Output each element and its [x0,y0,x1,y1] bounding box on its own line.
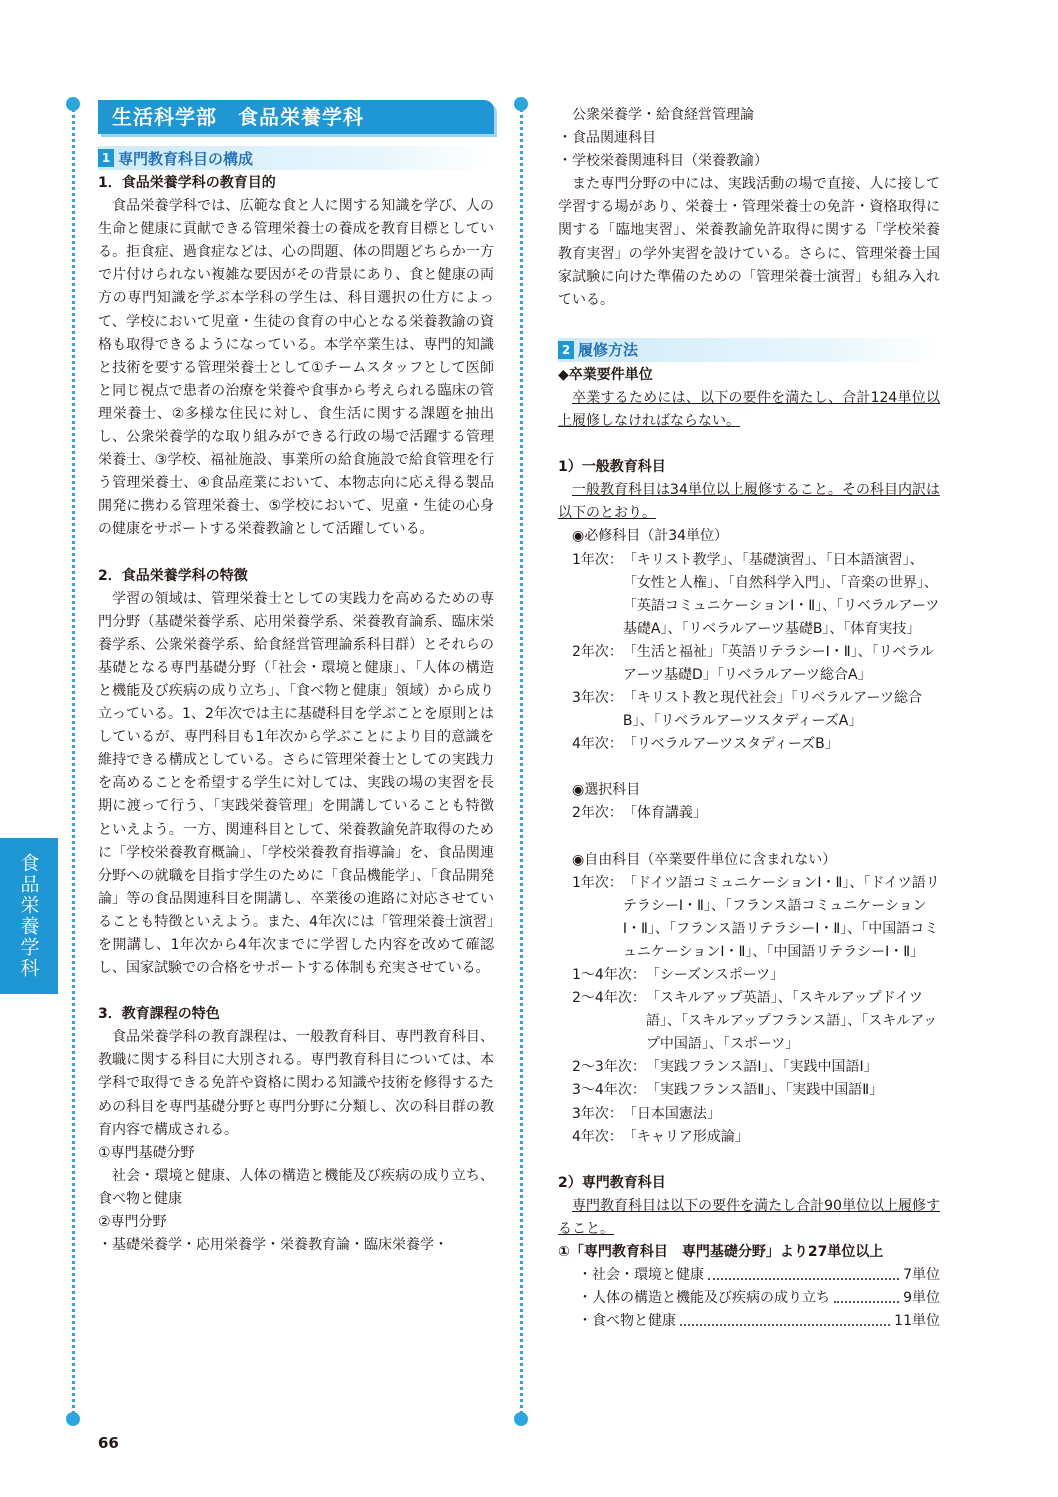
required-courses-heading: ◉必修科目（計34単位） [572,528,729,545]
unit-value: 11単位 [894,1313,940,1330]
list-continuation: 公衆栄養学・給食経営管理論 [572,107,754,123]
course-year-row [558,1103,940,1126]
course-year-label: 2年次： [572,643,623,660]
free-courses-heading: ◉自由科目（卒業要件単位に含まれない） [572,851,837,868]
unit-row [558,1310,940,1333]
list-item-special-field-text: ・基礎栄養学・応用栄養学・栄養教育論・臨床栄養学・ [98,1237,448,1254]
basic-field-requirement: ①「専門教育科目 専門基礎分野」より27単位以上 [558,1244,884,1261]
subheading-purpose: 1．食品栄養学科の教育目的 [98,175,276,191]
list-item-food-related: ・食品関連科目 [558,130,656,147]
leader-dots [834,1287,899,1303]
section-number: 2 [558,341,574,359]
general-education-text: 一般教育科目は34単位以上履修すること。その科目内訳は以下のとおり。 [558,482,940,522]
side-tab-department: 食品栄養学科 [0,838,58,994]
rail-dot [514,1412,528,1426]
course-year-row [558,872,940,964]
course-year-row [558,1126,940,1149]
general-education-heading: 1）一般教育科目 [558,459,666,476]
course-year-subjects: 「キリスト教と現代社会」「リベラルアーツ総合B」、「リベラルアーツスタディーズA」 [622,690,922,730]
list-item-special-field: ②専門分野 [98,1214,167,1231]
page-number: 66 [98,1434,119,1452]
unit-list [558,1264,940,1333]
section-heading-2 [558,338,940,362]
course-year-label: 4年次： [572,736,623,753]
course-year-subjects: 「スキルアップ英語」、「スキルアップドイツ語」、「スキルアップフランス語」、「スキルアップ中国語」、「スポーツ」 [645,990,938,1053]
elective-courses-heading: ◉選択科目 [572,782,641,799]
course-year-row [558,549,940,641]
left-column [98,100,494,1257]
course-year-subjects: 「体育講義」 [622,805,707,822]
paragraph-purpose: 食品栄養学科では、広範な食と人に関する知識を学び、人の生命と健康に貢献できる管理栄養士の養成を教育目標としている。拒食症、過食症などは、心の問題、体の問題どちらか一方で片付けられない複雑な要因がその背景にあり、食と健康の両方の専門知識を学ぶ本学科の学生は、科目選択の仕方によって、学校において児童・生徒の食育の中心となる栄養教諭の資格も取得できるようになっている。本学卒業生は、専門的知識と技術を要する管理栄養士として①チームスタッフとして医師と同じ視点で患者の治療を栄養や食事から考えられる臨床の管理栄養士、②多様な住民に対し、食生活に関する課題を抽出し、公衆栄養学的な取り組みができる行政の場で活躍する管理栄養士、③学校、福祉施設、事業所の給食施設で給食管理を行う管理栄養士、④食品産業において、本物志向に応え得る製品開発に携わる管理栄養士、⑤学校において、児童・生徒の心身の健康をサポートする栄養教諭として活躍している。 [98,198,494,538]
section-title: 専門教育科目の構成 [118,149,254,168]
course-year-subjects: 「シーズンスポーツ」 [645,967,785,983]
unit-subject: ・社会・環境と健康 [578,1267,704,1284]
section-number: 1 [98,149,114,167]
elective-courses-list [558,802,940,825]
required-courses-list [558,549,940,757]
paragraph-curriculum: 食品栄養学科の教育課程は、一般教育科目、専門教育科目、教職に関する科目に大別される。専門教育科目については、本学科で取得できる免許や資格に関わる知識や技術を修得するための科目を専門基礎分野と専門分野に分類し、次の科目群の教育内容で構成される。 [98,1029,494,1138]
specialized-education-heading: 2）専門教育科目 [558,1174,666,1191]
course-year-subjects: 「キリスト教学」、「基礎演習」、「日本語演習」、「女性と人権」、「自然科学入門」、「音楽の世界」、「英語コミュニケーションⅠ・Ⅱ」、「リベラルアーツ基礎A」、「リベラルアーツ基礎B」、「体育実技」 [622,551,940,637]
free-courses-list [558,872,940,1149]
specialized-education-text: 専門教育科目は以下の要件を満たし合計90単位以上履修すること。 [558,1197,940,1237]
course-year-subjects: 「実践フランス語Ⅰ」、「実践中国語Ⅰ」 [645,1059,878,1076]
leader-dots [708,1264,899,1280]
course-year-label: 4年次： [572,1128,623,1145]
course-year-row [558,964,940,987]
subheading-curriculum: 3．教育課程の特色 [98,1006,220,1023]
section-title: 履修方法 [578,341,639,360]
right-column [558,104,940,1333]
unit-row [558,1264,940,1287]
page-title-banner: 生活科学部 食品栄養学科 [98,100,494,134]
course-year-row [558,802,940,825]
unit-subject: ・人体の構造と機能及び疾病の成り立ち [578,1290,830,1307]
course-year-label: 3～4年次： [572,1082,646,1099]
course-year-label: 1年次： [572,874,623,891]
list-item-basic-field-text: 社会・環境と健康、人体の構造と機能及び疾病の成り立ち、食べ物と健康 [98,1167,494,1207]
course-year-label: 1～4年次： [572,967,646,983]
course-year-row [558,733,940,756]
course-year-row [558,1056,940,1079]
list-item-school-nutrition: ・学校栄養関連科目（栄養教諭） [558,153,768,170]
unit-value: 7単位 [903,1267,940,1284]
unit-row [558,1287,940,1310]
course-year-row [558,1079,940,1102]
paragraph-features: 学習の領域は、管理栄養士としての実践力を高めるための専門分野（基礎栄養学系、応用栄養学系、栄養教育論系、臨床栄養学系、公衆栄養学系、給食経営管理論系科目群）とそれらの基礎となる専門基礎分野（「社会・環境と健康」、「人体の構造と機能及び疾病の成り立ち」、「食べ物と健康」領域）から成り立っている。1、2年次では主に基礎科目を学ぶことを原則とはしているが、専門科目も1年次から学ぶことにより目的意識を維持できる構成としている。さらに管理栄養士としての実践力を高めることを希望する学生に対しては、実践の場の実習を長期に渡って行う、「実践栄養管理」を開講していることも特徴といえよう。一方、関連科目として、栄養教諭免許取得のために「学校栄養教育概論」、「学校栄養教育指導論」を、食品関連分野への就職を目指す学生のために「食品機能学」、「食品開発論」等の食品関連科目を開講し、卒業後の進路に対応させていることも特徴といえよう。また、4年次には「管理栄養士演習」を開講し、1年次から4年次までに学習した内容を改めて確認し、国家試験での合格をサポートする体制も充実させている。 [98,590,494,977]
course-year-label: 2～4年次： [572,990,646,1007]
section-heading-1 [98,146,494,170]
course-year-subjects: 「リベラルアーツスタディーズB」 [622,736,839,753]
graduation-requirement-text: 卒業するためには、以下の要件を満たし、合計124単位以上履修しなければならない。 [558,389,940,430]
rail-dot [66,97,80,111]
graduation-requirement-heading: ◆卒業要件単位 [558,366,653,383]
unit-subject: ・食べ物と健康 [578,1313,676,1330]
unit-value: 9単位 [903,1290,940,1307]
course-year-label: 3年次： [572,690,623,707]
course-year-label: 1年次： [572,551,623,568]
course-year-row [558,687,940,733]
course-year-row [558,641,940,687]
course-year-row [558,987,940,1056]
course-year-label: 2～3年次： [572,1059,646,1076]
course-year-subjects: 「生活と福祉」「英語リテラシーⅠ・Ⅱ」、「リベラルアーツ基礎D」「リベラルアーツ総合A」 [622,643,934,683]
rail-dot [66,1412,80,1426]
course-year-label: 3年次： [572,1105,623,1122]
course-year-label: 2年次： [572,805,623,822]
paragraph-practicum: また専門分野の中には、実践活動の場で直接、人に接して学習する場があり、栄養士・管理栄養士の免許・資格取得に関する「臨地実習」、栄養教諭免許取得に関する「学校栄養教育実習」の学外実習を設けている。さらに、管理栄養士国家試験に向けた準備のための「管理栄養士演習」も組み入れている。 [558,176,940,308]
subheading-features: 2．食品栄養学科の特徴 [98,567,248,584]
course-year-subjects: 「キャリア形成論」 [622,1128,749,1145]
course-year-subjects: 「日本国憲法」 [622,1105,721,1122]
rail-dot [514,97,528,111]
course-year-subjects: 「実践フランス語Ⅱ」、「実践中国語Ⅱ」 [645,1082,884,1099]
course-year-subjects: 「ドイツ語コミュニケーションⅠ・Ⅱ」、「ドイツ語リテラシーⅠ・Ⅱ」、「フランス語コミュニケーションⅠ・Ⅱ」、「フランス語リテラシーⅠ・Ⅱ」、「中国語コミュニケーションⅠ・Ⅱ」、「中国語リテラシーⅠ・Ⅱ」 [622,874,940,960]
left-column-rail [72,104,75,1414]
right-column-rail [520,104,523,1414]
list-item-basic-field: ①専門基礎分野 [98,1144,195,1161]
leader-dots [680,1310,890,1326]
